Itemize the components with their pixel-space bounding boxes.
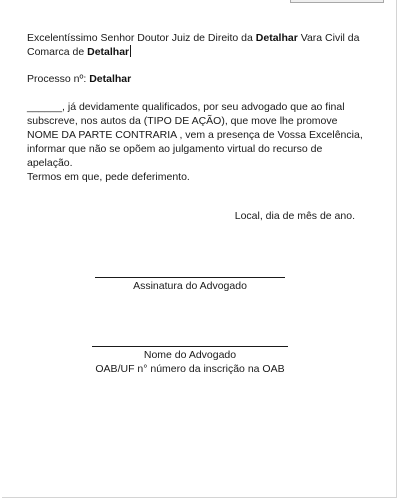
process-label: Processo nº: xyxy=(27,73,90,85)
signature-line-name xyxy=(92,346,288,347)
window-tab-edge xyxy=(290,0,384,3)
district-placeholder: Detalhar xyxy=(87,46,130,58)
place-date-line: Local, dia de mês de ano. xyxy=(234,210,355,222)
closing-line: Termos em que, pede deferimento. xyxy=(27,171,190,183)
text-cursor xyxy=(130,45,131,57)
signature-line-lawyer xyxy=(95,277,285,278)
oab-registration-label: OAB/UF n° número da inscrição na OAB xyxy=(95,363,285,375)
signature-label-lawyer: Assinatura do Advogado xyxy=(133,280,247,292)
process-number-line xyxy=(27,72,367,86)
body-paragraph: ______, já devidamente qualificados, por seu advogado que ao final subscreve, nos autos da (TIPO DE AÇÃO), que move lhe promove NOME DA PARTE CONTRARIA , vem a presença de Vossa Excelência, informar que não se opõem ao julgamento virtual do recurso de apelação. xyxy=(27,101,363,169)
process-value: Detalhar xyxy=(89,73,132,85)
lawyer-name-label: Nome do Advogado xyxy=(143,349,237,361)
addressee-paragraph xyxy=(27,31,367,59)
court-placeholder: Detalhar xyxy=(255,32,298,44)
addressee-middle: Vara Civil da Comarca de xyxy=(27,32,360,58)
addressee-prefix: Excelentíssimo Senhor Doutor Juiz de Direito da xyxy=(27,32,256,44)
